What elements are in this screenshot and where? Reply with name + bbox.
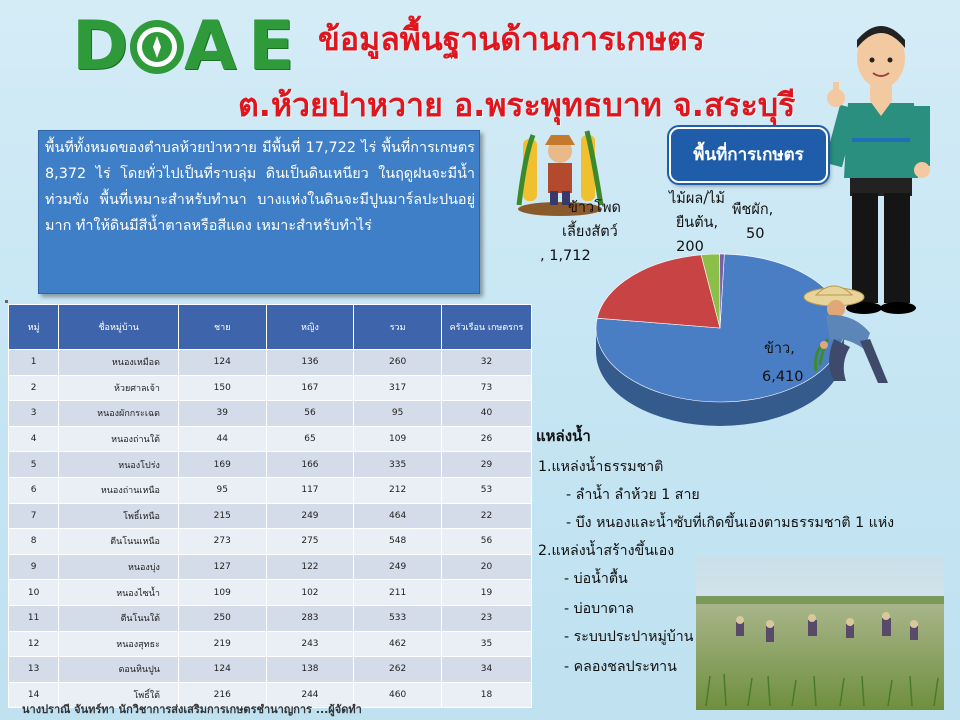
- col-header-village-name: ชื่อหมู่บ้าน: [59, 305, 179, 350]
- corn-label-value: , 1,712: [540, 248, 591, 264]
- built-source-3: - ระบบประปาหมู่บ้าน: [564, 629, 694, 645]
- cell-male: 150: [178, 375, 266, 401]
- cell-village-name: หนองบุ่ง: [59, 554, 179, 580]
- cell-female: 117: [266, 477, 354, 503]
- cell-total: 317: [354, 375, 442, 401]
- cell-village-name: ตีนโนนเหนือ: [59, 529, 179, 555]
- cell-farmer-households: 23: [441, 605, 531, 631]
- fruit-label-name-2: ยืนต้น,: [675, 215, 719, 231]
- page-subtitle: ต.ห้วยป่าหวาย อ.พระพุทธบาท จ.สระบุรี: [238, 86, 796, 124]
- cell-female: 283: [266, 605, 354, 631]
- cell-male: 124: [178, 657, 266, 683]
- cell-farmer-households: 73: [441, 375, 531, 401]
- cell-female: 244: [266, 682, 354, 708]
- cell-female: 167: [266, 375, 354, 401]
- cell-male: 250: [178, 605, 266, 631]
- cell-male: 124: [178, 350, 266, 376]
- table-row: [9, 580, 532, 606]
- col-header-female: หญิง: [266, 305, 354, 350]
- built-source-4: - คลองชลประทาน: [564, 659, 677, 675]
- corn-label-name-2: เลี้ยงสัตว์: [562, 224, 618, 240]
- cell-total: 109: [354, 426, 442, 452]
- cell-moo: 14: [9, 682, 59, 708]
- cell-moo: 5: [9, 452, 59, 478]
- cell-farmer-households: 34: [441, 657, 531, 683]
- cell-village-name: หนองถ่านเหนือ: [59, 477, 179, 503]
- cell-moo: 11: [9, 605, 59, 631]
- cell-female: 243: [266, 631, 354, 657]
- corn-label-name-1: ข้าวโพด: [568, 200, 621, 216]
- cell-total: 260: [354, 350, 442, 376]
- cell-farmer-households: 40: [441, 401, 531, 427]
- cell-farmer-households: 32: [441, 350, 531, 376]
- cell-moo: 10: [9, 580, 59, 606]
- cell-total: 211: [354, 580, 442, 606]
- logo-letter-e: E: [248, 7, 295, 86]
- cell-moo: 13: [9, 657, 59, 683]
- cell-village-name: หนองสุทธะ: [59, 631, 179, 657]
- cell-moo: 4: [9, 426, 59, 452]
- cell-moo: 12: [9, 631, 59, 657]
- table-row: [9, 452, 532, 478]
- table-row: [9, 350, 532, 376]
- cell-farmer-households: 18: [441, 682, 531, 708]
- col-header-farmer-households: ครัวเรือน เกษตรกร: [441, 305, 531, 350]
- cell-female: 275: [266, 529, 354, 555]
- table-row: [9, 503, 532, 529]
- cell-moo: 9: [9, 554, 59, 580]
- cell-farmer-households: 20: [441, 554, 531, 580]
- cell-female: 166: [266, 452, 354, 478]
- natural-source-2: - บึง หนองและน้ำซับที่เกิดขึ้นเองตามธรรมชาติ 1 แห่ง: [566, 515, 895, 531]
- cell-farmer-households: 26: [441, 426, 531, 452]
- fruit-label-value: 200: [676, 239, 704, 255]
- cell-farmer-households: 56: [441, 529, 531, 555]
- cell-total: 249: [354, 554, 442, 580]
- rice-slice-label: [762, 337, 804, 389]
- cell-male: 39: [178, 401, 266, 427]
- cell-village-name: โพธิ์ใต้: [59, 682, 179, 708]
- veg-label-value: 50: [746, 226, 765, 242]
- cell-female: 122: [266, 554, 354, 580]
- built-source-2: - บ่อบาดาล: [564, 601, 635, 617]
- bullet-dot: [5, 300, 8, 303]
- logo-letter-d: D: [72, 7, 129, 86]
- table-row: [9, 657, 532, 683]
- rice-farmer-illustration: [794, 283, 894, 393]
- natural-sources-heading: 1.แหล่งน้ำธรรมชาติ: [538, 459, 664, 475]
- cell-moo: 3: [9, 401, 59, 427]
- cell-farmer-households: 29: [441, 452, 531, 478]
- cell-total: 335: [354, 452, 442, 478]
- village-population-table: [8, 304, 534, 702]
- fruit-label-name-1: ไม้ผล/ไม้: [669, 191, 725, 207]
- col-header-male: ชาย: [178, 305, 266, 350]
- cell-female: 56: [266, 401, 354, 427]
- cell-total: 262: [354, 657, 442, 683]
- table-row: [9, 529, 532, 555]
- cell-village-name: ตีนโนนใต้: [59, 605, 179, 631]
- cell-total: 548: [354, 529, 442, 555]
- cell-village-name: ดอนหินปูน: [59, 657, 179, 683]
- col-header-total: รวม: [354, 305, 442, 350]
- cell-female: 138: [266, 657, 354, 683]
- cell-moo: 7: [9, 503, 59, 529]
- logo-letter-a: A: [184, 7, 237, 86]
- rice-label-name: ข้าว,: [764, 341, 795, 357]
- cell-moo: 8: [9, 529, 59, 555]
- cell-village-name: หนองผักกระเฉด: [59, 401, 179, 427]
- doae-logo: [72, 7, 312, 86]
- table-header-row: [9, 305, 532, 350]
- table-row: [9, 375, 532, 401]
- table-row: [9, 477, 532, 503]
- table-row: [9, 401, 532, 427]
- table-row: [9, 554, 532, 580]
- cell-moo: 2: [9, 375, 59, 401]
- cell-farmer-households: 22: [441, 503, 531, 529]
- cell-male: 109: [178, 580, 266, 606]
- cell-male: 44: [178, 426, 266, 452]
- cell-male: 95: [178, 477, 266, 503]
- veg-label-name: พืชผัก,: [732, 202, 774, 218]
- cell-village-name: หนองถ่านใต้: [59, 426, 179, 452]
- water-heading: แหล่งน้ำ: [536, 427, 591, 445]
- cell-moo: 6: [9, 477, 59, 503]
- table-row: [9, 631, 532, 657]
- natural-source-1: - ลำน้ำ ลำห้วย 1 สาย: [566, 487, 700, 503]
- agricultural-area-badge: พื้นที่การเกษตร: [669, 127, 828, 183]
- cell-total: 462: [354, 631, 442, 657]
- corn-slice-label: [540, 196, 621, 268]
- built-sources-heading: 2.แหล่งน้ำสร้างขึ้นเอง: [538, 543, 675, 559]
- cell-female: 102: [266, 580, 354, 606]
- cell-village-name: โพธิ์เหนือ: [59, 503, 179, 529]
- author-credit: นางปราณี จันทร์ทา นักวิชาการส่งเสริมการเกษตรชำนาญการ ...ผู้จัดทำ: [22, 703, 362, 716]
- table-row: [9, 605, 532, 631]
- cell-village-name: ห้วยศาลเจ้า: [59, 375, 179, 401]
- page-title: ข้อมูลพื้นฐานด้านการเกษตร: [318, 20, 705, 58]
- cell-male: 215: [178, 503, 266, 529]
- cell-female: 136: [266, 350, 354, 376]
- cell-male: 219: [178, 631, 266, 657]
- cell-male: 169: [178, 452, 266, 478]
- cell-village-name: หนองโปร่ง: [59, 452, 179, 478]
- cell-moo: 1: [9, 350, 59, 376]
- logo-seal-icon: [128, 18, 186, 76]
- cell-farmer-households: 19: [441, 580, 531, 606]
- cell-female: 65: [266, 426, 354, 452]
- rice-label-value: 6,410: [762, 369, 804, 385]
- cell-male: 127: [178, 554, 266, 580]
- cell-male: 216: [178, 682, 266, 708]
- cell-female: 249: [266, 503, 354, 529]
- cell-total: 95: [354, 401, 442, 427]
- area-description-box: [38, 130, 480, 294]
- cell-total: 212: [354, 477, 442, 503]
- cell-total: 533: [354, 605, 442, 631]
- cell-total: 464: [354, 503, 442, 529]
- cell-farmer-households: 53: [441, 477, 531, 503]
- cell-total: 460: [354, 682, 442, 708]
- built-source-1: - บ่อน้ำตื้น: [564, 571, 628, 587]
- table-row: [9, 426, 532, 452]
- col-header-moo: หมู่: [9, 305, 59, 350]
- area-description-text: พื้นที่ทั้งหมดของตำบลห้วยป่าหวาย มีพื้นที่ 17,722 ไร่ พื้นที่การเกษตร 8,372 ไร่ โดยทั่วไปเป็นที่ราบลุ่ม ดินเป็นดินเหนียว ในฤดูฝนจะมีน้ำท่วมขัง พื้นที่เหมาะสำหรับทำนา บางแห่งในดินจะมีปูนมาร์ลปะปนอยู่มาก ทำให้ดินมีสีน้ำตาลหรือสีแดง เหมาะสำหรับทำไร่: [45, 140, 475, 234]
- cell-male: 273: [178, 529, 266, 555]
- cell-village-name: หนองเหมือด: [59, 350, 179, 376]
- fruit-slice-label: [660, 187, 734, 259]
- veg-slice-label: [732, 198, 773, 246]
- rice-field-photo: [696, 556, 944, 710]
- cell-village-name: หนองไซน้ำ: [59, 580, 179, 606]
- cell-farmer-households: 35: [441, 631, 531, 657]
